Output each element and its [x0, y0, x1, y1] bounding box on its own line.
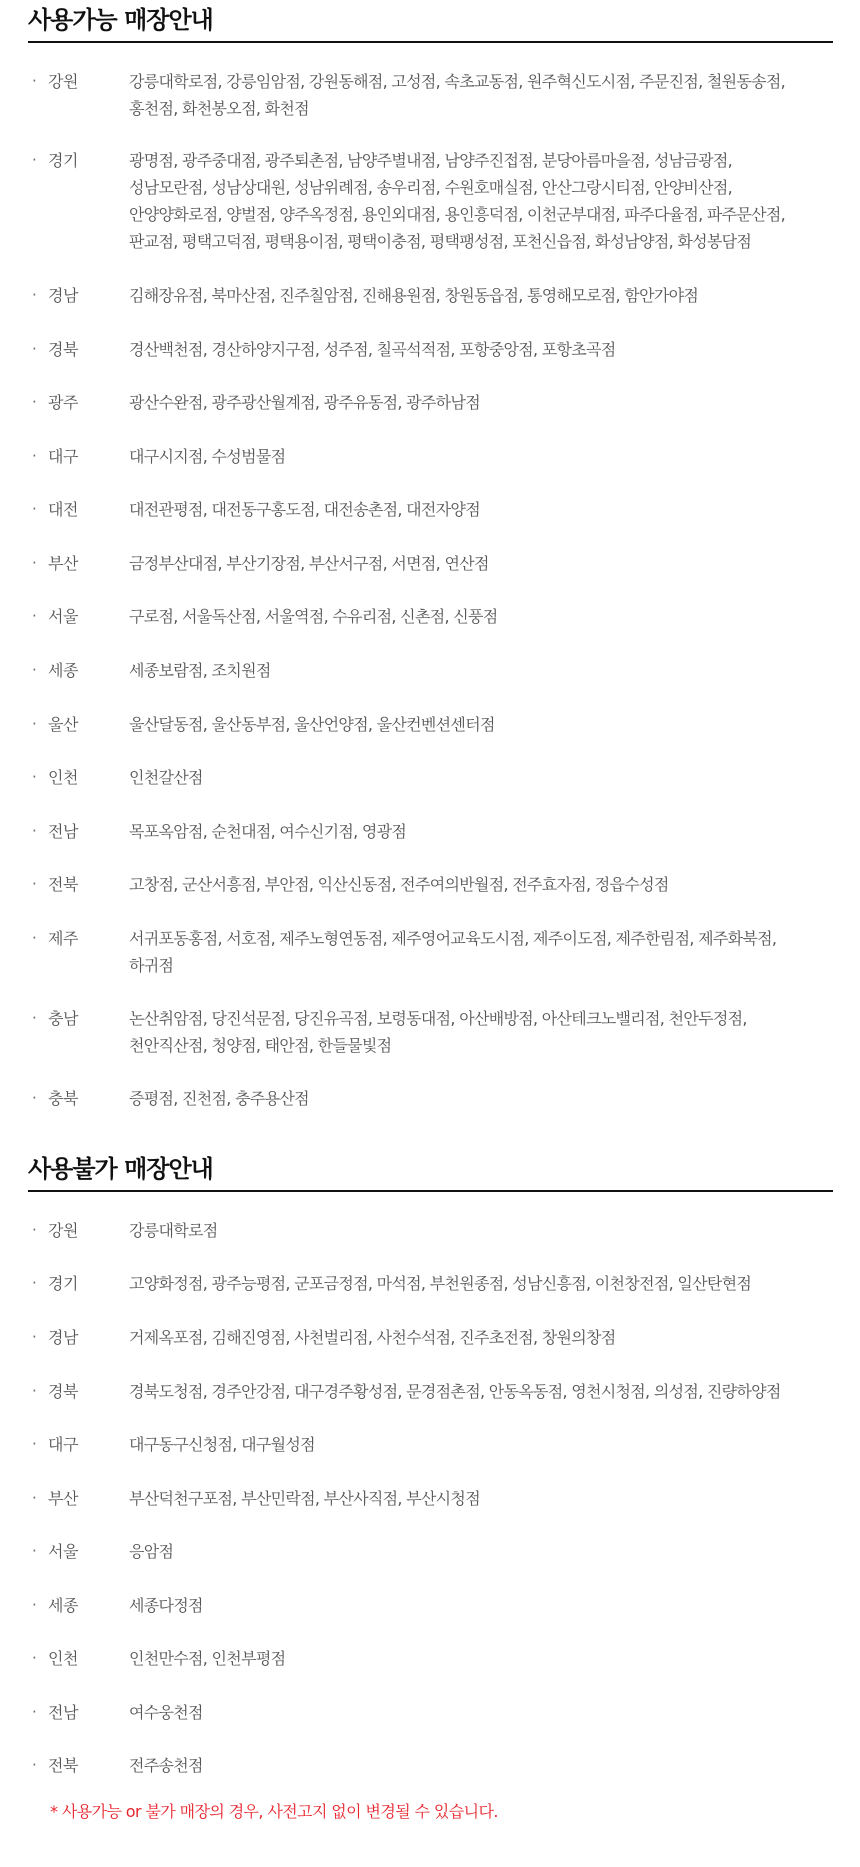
store-list-line: 경산백천점, 경산하양지구점, 성주점, 칠곡석적점, 포항중앙점, 포항초곡점	[129, 340, 616, 359]
bullet-icon: ·	[32, 72, 37, 90]
store-list	[129, 1431, 315, 1458]
store-list	[129, 1324, 616, 1351]
store-list	[129, 550, 489, 577]
region-name: 충남	[48, 1009, 78, 1028]
store-list-line: 천안직산점, 청양점, 태안점, 한들물빛점	[129, 1036, 392, 1055]
store-list-line: 홍천점, 화천봉오점, 화천점	[129, 99, 309, 118]
region-name: 광주	[48, 393, 78, 412]
region-name: 제주	[48, 929, 78, 948]
bullet-icon: ·	[32, 340, 37, 358]
bullet-icon: ·	[32, 929, 37, 947]
region-name: 경기	[48, 151, 78, 170]
bullet-icon: ·	[32, 1542, 37, 1560]
store-list	[129, 282, 698, 309]
store-list	[129, 764, 203, 791]
bullet-icon: ·	[32, 1703, 37, 1721]
store-list	[129, 147, 785, 255]
region-name: 서울	[48, 607, 78, 626]
store-list	[129, 711, 495, 738]
region-name: 대구	[48, 447, 78, 466]
store-list-line: 대구시지점, 수성범물점	[129, 447, 286, 466]
bullet-icon: ·	[32, 1221, 37, 1239]
store-list	[129, 818, 406, 845]
region-name: 경남	[48, 286, 78, 305]
store-list-line: 구로점, 서울독산점, 서울역점, 수유리점, 신촌점, 신풍점	[129, 607, 498, 626]
bullet-icon: ·	[32, 393, 37, 411]
store-list	[129, 925, 776, 979]
store-list	[129, 1085, 309, 1112]
store-list	[129, 1005, 747, 1059]
store-list-line: 고창점, 군산서흥점, 부안점, 익산신동점, 전주여의반월점, 전주효자점, 정읍수성점	[129, 875, 669, 894]
store-list-line: 목포옥암점, 순천대점, 여수신기점, 영광점	[129, 822, 407, 841]
store-list-line: 부산덕천구포점, 부산민락점, 부산사직점, 부산시청점	[129, 1489, 480, 1508]
bullet-icon: ·	[32, 1328, 37, 1346]
region-name: 서울	[48, 1542, 78, 1561]
change-notice: * 사용가능 or 불가 매장의 경우, 사전고지 없이 변경될 수 있습니다.	[50, 1802, 498, 1821]
store-list-line: 김해장유점, 북마산점, 진주칠암점, 진해용원점, 창원동읍점, 통영해모로점, 함안가야점	[129, 286, 699, 305]
bullet-icon: ·	[32, 151, 37, 169]
store-list-line: 성남모란점, 성남상대원, 성남위례점, 송우리점, 수원호매실점, 안산그랑시티점, 안양비산점,	[129, 178, 732, 197]
store-list-line: 세종보람점, 조치원점	[129, 661, 271, 680]
store-list	[129, 1378, 781, 1405]
store-list-line: 강릉대학로점, 강릉임암점, 강원동해점, 고성점, 속초교동점, 원주혁신도시점, 주문진점, 철원동송점,	[129, 72, 786, 91]
bullet-icon: ·	[32, 607, 37, 625]
store-list-line: 여수웅천점	[129, 1703, 203, 1722]
unavailable-stores-title: 사용불가 매장안내	[28, 1149, 833, 1192]
store-list	[129, 1538, 173, 1565]
bullet-icon: ·	[32, 500, 37, 518]
region-name: 대구	[48, 1435, 78, 1454]
region-name: 경남	[48, 1328, 78, 1347]
store-list	[129, 1752, 203, 1779]
store-list-line: 거제옥포점, 김해진영점, 사천벌리점, 사천수석점, 진주초전점, 창원의창점	[129, 1328, 616, 1347]
store-list-line: 응암점	[129, 1542, 174, 1561]
store-list-line: 증평점, 진천점, 충주용산점	[129, 1089, 309, 1108]
region-name: 부산	[48, 1489, 78, 1508]
store-list-line: 논산취암점, 당진석문점, 당진유곡점, 보령동대점, 아산배방점, 아산테크노밸리점, 천안두정점,	[129, 1009, 747, 1028]
bullet-icon: ·	[32, 1756, 37, 1774]
region-name: 전남	[48, 1703, 78, 1722]
store-list-line: 대전관평점, 대전동구홍도점, 대전송촌점, 대전자양점	[129, 500, 480, 519]
bullet-icon: ·	[32, 1489, 37, 1507]
region-name: 강원	[48, 72, 78, 91]
bullet-icon: ·	[32, 822, 37, 840]
bullet-icon: ·	[32, 768, 37, 786]
bullet-icon: ·	[32, 1382, 37, 1400]
region-name: 대전	[48, 500, 78, 519]
bullet-icon: ·	[32, 715, 37, 733]
region-name: 전북	[48, 875, 78, 894]
bullet-icon: ·	[32, 1274, 37, 1292]
store-list-line: 세종다정점	[129, 1596, 203, 1615]
region-name: 인천	[48, 1649, 78, 1668]
store-list	[129, 657, 271, 684]
bullet-icon: ·	[32, 1649, 37, 1667]
store-list	[129, 1699, 203, 1726]
region-name: 강원	[48, 1221, 78, 1240]
region-name: 세종	[48, 1596, 78, 1615]
store-list-line: 인천만수점, 인천부평점	[129, 1649, 286, 1668]
bullet-icon: ·	[32, 1009, 37, 1027]
bullet-icon: ·	[32, 1089, 37, 1107]
region-name: 전북	[48, 1756, 78, 1775]
store-list-line: 판교점, 평택고덕점, 평택용이점, 평택이충점, 평택팽성점, 포천신읍점, 화성남양점, 화성봉담점	[129, 232, 752, 251]
region-name: 세종	[48, 661, 78, 680]
store-list-line: 강릉대학로점	[129, 1221, 218, 1240]
store-list-line: 금정부산대점, 부산기장점, 부산서구점, 서면점, 연산점	[129, 554, 489, 573]
store-list	[129, 68, 785, 122]
store-list-line: 대구동구신청점, 대구월성점	[129, 1435, 315, 1454]
store-list-line: 경북도청점, 경주안강점, 대구경주황성점, 문경점촌점, 안동옥동점, 영천시청점, 의성점, 진량하양점	[129, 1382, 781, 1401]
bullet-icon: ·	[32, 1435, 37, 1453]
store-list-line: 전주송천점	[129, 1756, 203, 1775]
store-list	[129, 389, 480, 416]
region-name: 부산	[48, 554, 78, 573]
store-list-line: 안양양화로점, 양벌점, 양주옥정점, 용인외대점, 용인흥덕점, 이천군부대점, 파주다율점, 파주문산점,	[129, 205, 786, 224]
store-list	[129, 1270, 751, 1297]
region-name: 경기	[48, 1274, 78, 1293]
bullet-icon: ·	[32, 447, 37, 465]
region-name: 인천	[48, 768, 78, 787]
bullet-icon: ·	[32, 875, 37, 893]
store-list-line: 광명점, 광주중대점, 광주퇴촌점, 남양주별내점, 남양주진접점, 분당아름마을점, 성남금광점,	[129, 151, 732, 170]
available-stores-title: 사용가능 매장안내	[28, 0, 833, 43]
store-list	[129, 336, 616, 363]
region-name: 충북	[48, 1089, 78, 1108]
store-list	[129, 871, 669, 898]
store-list-line: 인천갈산점	[129, 768, 203, 787]
store-list-line: 서귀포동홍점, 서호점, 제주노형연동점, 제주영어교육도시점, 제주이도점, 제주한림점, 제주화북점,	[129, 929, 777, 948]
bullet-icon: ·	[32, 286, 37, 304]
region-name: 경북	[48, 1382, 78, 1401]
store-list	[129, 496, 480, 523]
store-list	[129, 1485, 480, 1512]
bullet-icon: ·	[32, 554, 37, 572]
store-list	[129, 1592, 203, 1619]
region-name: 울산	[48, 715, 78, 734]
store-list-line: 고양화정점, 광주능평점, 군포금정점, 마석점, 부천원종점, 성남신흥점, 이천창전점, 일산탄현점	[129, 1274, 752, 1293]
store-list-line: 광산수완점, 광주광산월계점, 광주유동점, 광주하남점	[129, 393, 480, 412]
bullet-icon: ·	[32, 1596, 37, 1614]
store-list	[129, 1217, 218, 1244]
store-list	[129, 1645, 285, 1672]
store-list	[129, 443, 285, 470]
bullet-icon: ·	[32, 661, 37, 679]
store-list-line: 울산달동점, 울산동부점, 울산언양점, 울산컨벤션센터점	[129, 715, 495, 734]
region-name: 경북	[48, 340, 78, 359]
region-name: 전남	[48, 822, 78, 841]
store-list	[129, 603, 498, 630]
store-list-line: 하귀점	[129, 956, 174, 975]
